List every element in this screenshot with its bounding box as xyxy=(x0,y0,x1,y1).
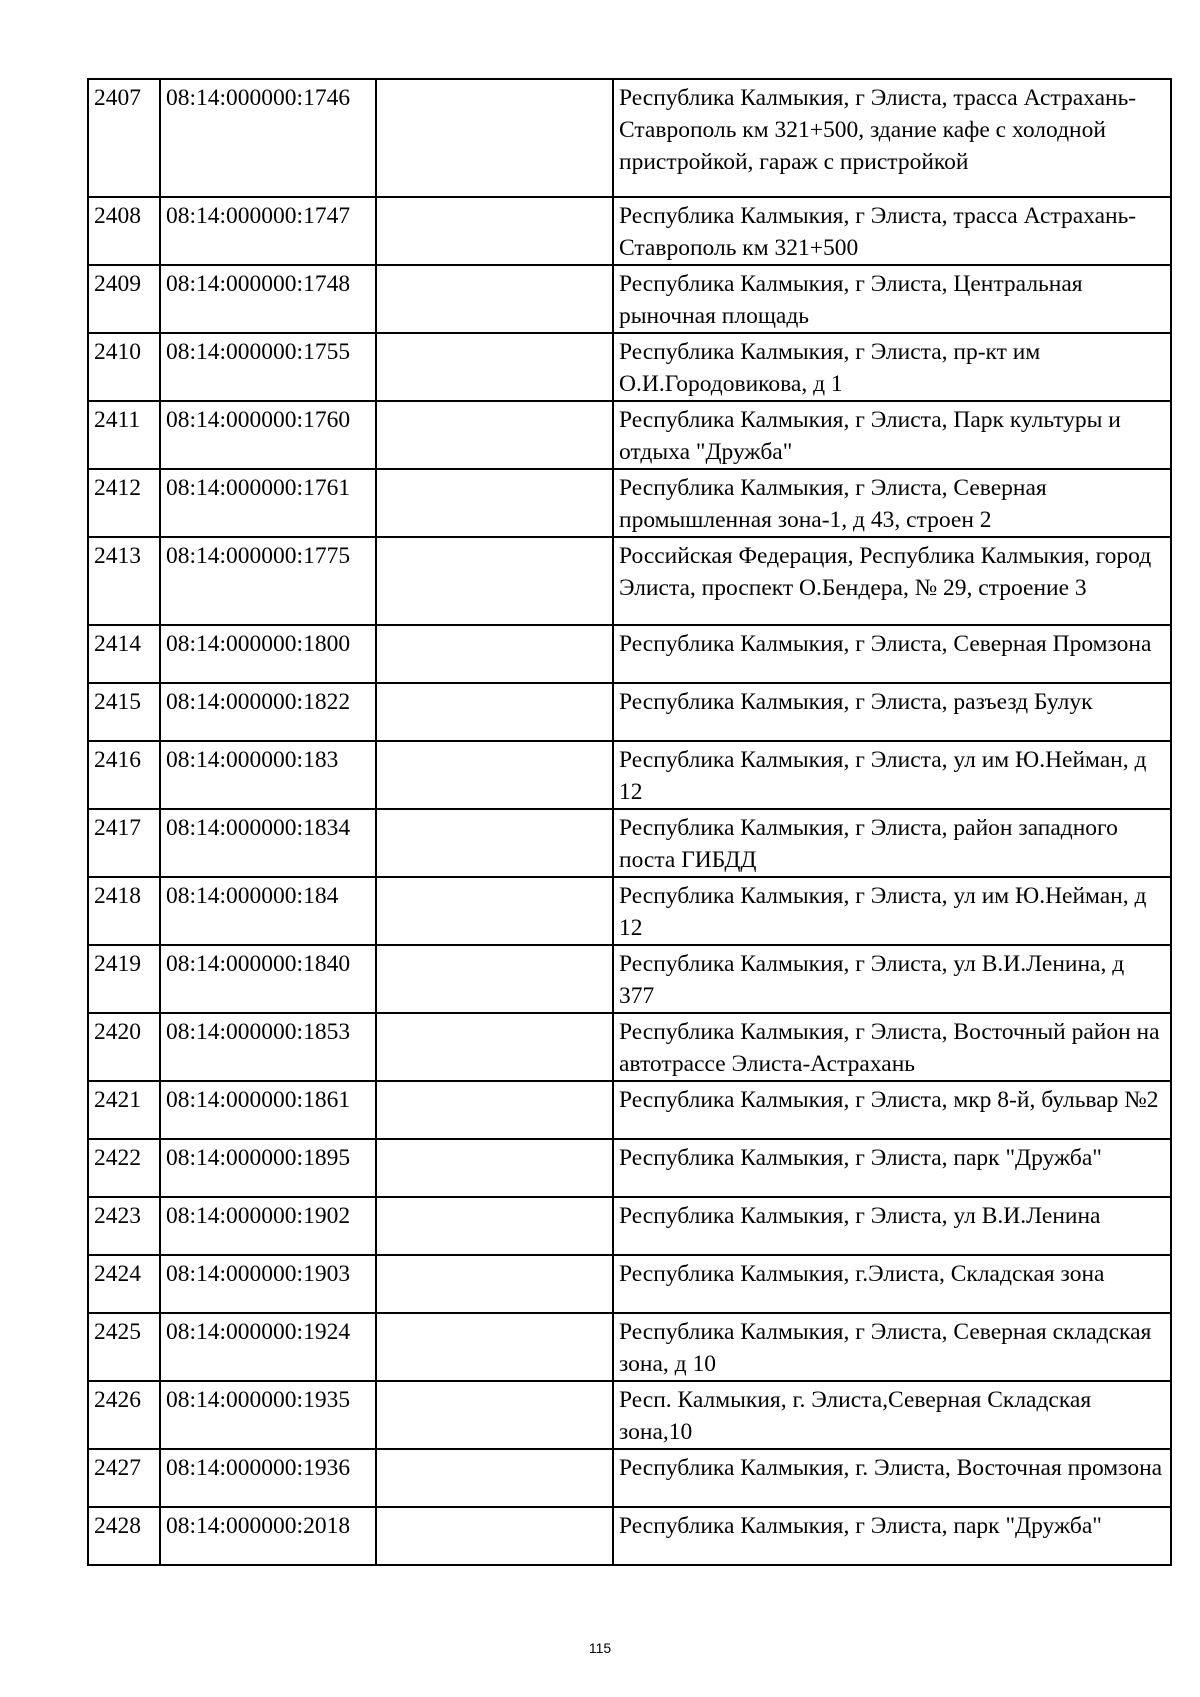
table-row xyxy=(88,625,1171,683)
address-cell: Республика Калмыкия, г Элиста, парк "Дружба" xyxy=(613,1507,1171,1565)
table-row xyxy=(88,741,1171,809)
address-cell: Республика Калмыкия, г. Элиста, Восточная промзона xyxy=(613,1449,1171,1507)
cadastral-number-cell: 08:14:000000:2018 xyxy=(160,1507,376,1565)
table-row xyxy=(88,877,1171,945)
table-row xyxy=(88,945,1171,1013)
table-row xyxy=(88,1013,1171,1081)
cadastral-number-cell: 08:14:000000:1822 xyxy=(160,683,376,741)
cadastral-number-cell: 08:14:000000:1760 xyxy=(160,401,376,469)
cadastral-number-cell: 08:14:000000:1936 xyxy=(160,1449,376,1507)
row-number-cell: 2408 xyxy=(88,197,160,265)
table-row xyxy=(88,537,1171,625)
cadastral-number-cell: 08:14:000000:1861 xyxy=(160,1081,376,1139)
cadastral-number-cell: 08:14:000000:1748 xyxy=(160,265,376,333)
cadastral-number-cell: 08:14:000000:1775 xyxy=(160,537,376,625)
page-number: 115 xyxy=(588,1640,612,1656)
cadastral-number-cell: 08:14:000000:1747 xyxy=(160,197,376,265)
table-row xyxy=(88,1255,1171,1313)
address-cell: Республика Калмыкия, г Элиста, Северная складская зона, д 10 xyxy=(613,1313,1171,1381)
empty-cell xyxy=(376,809,613,877)
cadastral-number-cell: 08:14:000000:183 xyxy=(160,741,376,809)
address-cell: Республика Калмыкия, г Элиста, парк "Дружба" xyxy=(613,1139,1171,1197)
row-number-cell: 2419 xyxy=(88,945,160,1013)
table-row xyxy=(88,1507,1171,1565)
table-row xyxy=(88,1081,1171,1139)
table-row xyxy=(88,1313,1171,1381)
table-row xyxy=(88,1139,1171,1197)
address-cell: Республика Калмыкия, г Элиста, ул В.И.Ленина, д 377 xyxy=(613,945,1171,1013)
registry-table-body xyxy=(88,79,1171,1565)
cadastral-number-cell: 08:14:000000:1895 xyxy=(160,1139,376,1197)
empty-cell xyxy=(376,1255,613,1313)
cadastral-number-cell: 08:14:000000:1853 xyxy=(160,1013,376,1081)
empty-cell xyxy=(376,1507,613,1565)
empty-cell xyxy=(376,401,613,469)
empty-cell xyxy=(376,741,613,809)
empty-cell xyxy=(376,79,613,197)
row-number-cell: 2409 xyxy=(88,265,160,333)
row-number-cell: 2422 xyxy=(88,1139,160,1197)
address-cell: Российская Федерация, Республика Калмыкия, город Элиста, проспект О.Бендера, № 29, строение 3 xyxy=(613,537,1171,625)
row-number-cell: 2413 xyxy=(88,537,160,625)
address-cell: Республика Калмыкия, г Элиста, Центральная рыночная площадь xyxy=(613,265,1171,333)
empty-cell xyxy=(376,1381,613,1449)
row-number-cell: 2424 xyxy=(88,1255,160,1313)
empty-cell xyxy=(376,537,613,625)
cadastral-number-cell: 08:14:000000:1924 xyxy=(160,1313,376,1381)
row-number-cell: 2418 xyxy=(88,877,160,945)
address-cell: Республика Калмыкия, г Элиста, трасса Астрахань-Ставрополь км 321+500 xyxy=(613,197,1171,265)
empty-cell xyxy=(376,197,613,265)
address-cell: Республика Калмыкия, г Элиста, Восточный район на автотрассе Элиста-Астрахань xyxy=(613,1013,1171,1081)
row-number-cell: 2407 xyxy=(88,79,160,197)
cadastral-number-cell: 08:14:000000:1755 xyxy=(160,333,376,401)
cadastral-number-cell: 08:14:000000:1840 xyxy=(160,945,376,1013)
row-number-cell: 2416 xyxy=(88,741,160,809)
table-row xyxy=(88,79,1171,197)
row-number-cell: 2415 xyxy=(88,683,160,741)
address-cell: Республика Калмыкия, г Элиста, ул В.И.Ленина xyxy=(613,1197,1171,1255)
cadastral-number-cell: 08:14:000000:1935 xyxy=(160,1381,376,1449)
empty-cell xyxy=(376,945,613,1013)
empty-cell xyxy=(376,683,613,741)
address-cell: Республика Калмыкия, г Элиста, Северная промышленная зона-1, д 43, строен 2 xyxy=(613,469,1171,537)
cadastral-number-cell: 08:14:000000:1800 xyxy=(160,625,376,683)
cadastral-number-cell: 08:14:000000:1761 xyxy=(160,469,376,537)
address-cell: Республика Калмыкия, г Элиста, пр-кт им О.И.Городовикова, д 1 xyxy=(613,333,1171,401)
empty-cell xyxy=(376,1139,613,1197)
row-number-cell: 2423 xyxy=(88,1197,160,1255)
row-number-cell: 2412 xyxy=(88,469,160,537)
row-number-cell: 2425 xyxy=(88,1313,160,1381)
address-cell: Республика Калмыкия, г Элиста, трасса Астрахань-Ставрополь км 321+500, здание кафе с холодной пристройкой, гараж с пристройкой xyxy=(613,79,1171,197)
empty-cell xyxy=(376,469,613,537)
cadastral-number-cell: 08:14:000000:1746 xyxy=(160,79,376,197)
address-cell: Республика Калмыкия, г Элиста, разъезд Булук xyxy=(613,683,1171,741)
row-number-cell: 2420 xyxy=(88,1013,160,1081)
row-number-cell: 2427 xyxy=(88,1449,160,1507)
address-cell: Республика Калмыкия, г Элиста, Северная Промзона xyxy=(613,625,1171,683)
empty-cell xyxy=(376,1081,613,1139)
row-number-cell: 2426 xyxy=(88,1381,160,1449)
empty-cell xyxy=(376,877,613,945)
row-number-cell: 2414 xyxy=(88,625,160,683)
empty-cell xyxy=(376,1313,613,1381)
cadastral-number-cell: 08:14:000000:1834 xyxy=(160,809,376,877)
table-row xyxy=(88,1197,1171,1255)
row-number-cell: 2411 xyxy=(88,401,160,469)
cadastral-number-cell: 08:14:000000:1902 xyxy=(160,1197,376,1255)
address-cell: Республика Калмыкия, г Элиста, мкр 8-й, бульвар №2 xyxy=(613,1081,1171,1139)
table-row xyxy=(88,401,1171,469)
address-cell: Республика Калмыкия, г.Элиста, Складская зона xyxy=(613,1255,1171,1313)
table-row xyxy=(88,197,1171,265)
table-row xyxy=(88,1381,1171,1449)
address-cell: Респ. Калмыкия, г. Элиста,Северная Складская зона,10 xyxy=(613,1381,1171,1449)
empty-cell xyxy=(376,1449,613,1507)
empty-cell xyxy=(376,625,613,683)
address-cell: Республика Калмыкия, г Элиста, ул им Ю.Нейман, д 12 xyxy=(613,877,1171,945)
table-row xyxy=(88,683,1171,741)
table-row xyxy=(88,1449,1171,1507)
cadastral-number-cell: 08:14:000000:1903 xyxy=(160,1255,376,1313)
address-cell: Республика Калмыкия, г Элиста, район западного поста ГИБДД xyxy=(613,809,1171,877)
row-number-cell: 2410 xyxy=(88,333,160,401)
empty-cell xyxy=(376,265,613,333)
table-row xyxy=(88,265,1171,333)
empty-cell xyxy=(376,333,613,401)
address-cell: Республика Калмыкия, г Элиста, Парк культуры и отдыха "Дружба" xyxy=(613,401,1171,469)
cadastral-number-cell: 08:14:000000:184 xyxy=(160,877,376,945)
row-number-cell: 2417 xyxy=(88,809,160,877)
table-row xyxy=(88,333,1171,401)
address-cell: Республика Калмыкия, г Элиста, ул им Ю.Нейман, д 12 xyxy=(613,741,1171,809)
row-number-cell: 2428 xyxy=(88,1507,160,1565)
table-row xyxy=(88,469,1171,537)
empty-cell xyxy=(376,1197,613,1255)
table-row xyxy=(88,809,1171,877)
registry-table xyxy=(87,78,1172,1566)
row-number-cell: 2421 xyxy=(88,1081,160,1139)
empty-cell xyxy=(376,1013,613,1081)
